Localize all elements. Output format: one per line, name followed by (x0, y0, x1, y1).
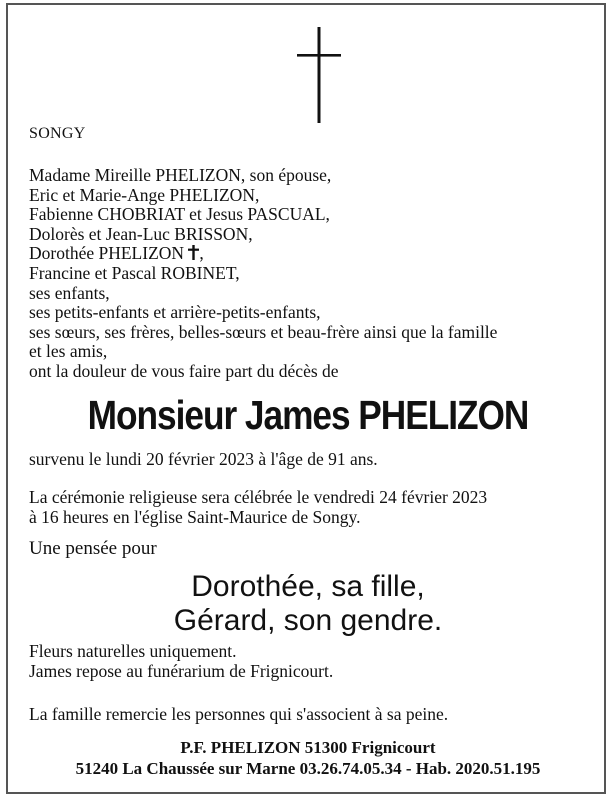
family-line: Francine et Pascal ROBINET, (29, 262, 240, 283)
flowers-line: Fleurs naturelles uniquement. (29, 641, 237, 661)
family-line: ont la douleur de vous faire part du décès de (29, 360, 339, 381)
thought-line: Dorothée, sa fille, (191, 570, 425, 603)
ceremony-line: à 16 heures en l'église Saint-Maurice de Songy. (29, 506, 361, 527)
family-line-comma: , (199, 243, 204, 264)
latin-cross-icon (297, 27, 341, 123)
family-line: ses petits-enfants et arrière-petits-enfants, (29, 302, 321, 323)
family-line-text: Dorothée PHELIZON (29, 243, 185, 264)
family-line: ses enfants, (29, 282, 110, 303)
family-line: Eric et Marie-Ange PHELIZON, (29, 184, 260, 205)
funeral-home-line: P.F. PHELIZON 51300 Frignicourt (180, 738, 436, 757)
small-cross-icon (188, 245, 199, 260)
funeral-home-info (0, 737, 616, 779)
thought-names (0, 570, 616, 638)
flowers-info (29, 642, 333, 681)
family-line-deceased-daughter (29, 244, 497, 264)
ceremony-info (29, 488, 487, 527)
location-heading: SONGY (29, 125, 86, 142)
funeral-home-line: 51240 La Chaussée sur Marne 03.26.74.05.34 - Hab. 2020.51.195 (75, 759, 541, 778)
flowers-line: James repose au funérarium de Frignicourt. (29, 660, 334, 681)
family-line: et les amis, (29, 341, 108, 362)
family-list (29, 166, 497, 382)
family-thanks-line: La famille remercie les personnes qui s'associent à sa peine. (29, 704, 449, 724)
family-line: Dolorès et Jean-Luc BRISSON, (29, 223, 253, 244)
family-line: Madame Mireille PHELIZON, son épouse, (29, 165, 332, 185)
family-line: Fabienne CHOBRIAT et Jesus PASCUAL, (29, 204, 330, 225)
thought-line: Gérard, son gendre. (173, 604, 443, 637)
family-line: ses sœurs, ses frères, belles-sœurs et beau-frère ainsi que la famille (29, 321, 498, 342)
thought-intro: Une pensée pour (29, 538, 157, 559)
death-date-line: survenu le lundi 20 février 2023 à l'âge de 91 ans. (29, 449, 378, 469)
deceased-name: Monsieur James PHELIZON (87, 392, 529, 438)
ceremony-line: La cérémonie religieuse sera célébrée le vendredi 24 février 2023 (29, 487, 488, 507)
